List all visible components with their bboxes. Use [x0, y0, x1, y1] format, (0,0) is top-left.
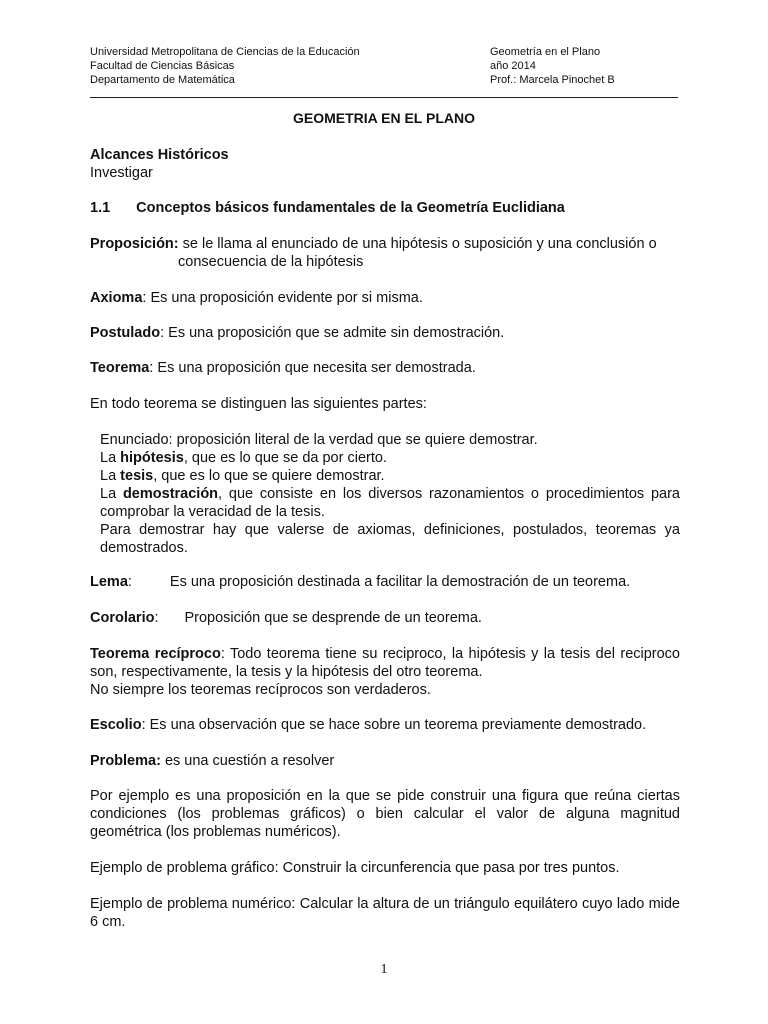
proposicion-text-2: consecuencia de la hipótesis: [178, 254, 364, 270]
section-heading: [90, 199, 680, 217]
header-divider: [90, 97, 678, 98]
definition-lema: Lema: Es una proposición destinada a facilitar la demostración de un teorema.: [90, 574, 631, 590]
historical-heading: Alcances Históricos: [90, 147, 229, 163]
theorem-parts-intro: En todo teorema se distinguen las siguientes partes:: [90, 396, 427, 412]
ejemplo-numerico: Ejemplo de problema numérico: Calcular la altura de un triángulo equilátero cuyo lado mide 6 cm.: [90, 896, 680, 930]
header-course-info: [490, 45, 615, 87]
demostracion-text: , que consiste en los diversos razonamientos o procedimientos para comprobar la veracidad de la tesis.: [100, 486, 680, 520]
definition-proposicion: [90, 235, 680, 271]
reciproco-text: : Todo teorema tiene su reciproco, la hipótesis y la tesis del reciproco son, respectivamente, la tesis y la hipótesis del otro teorema.: [90, 646, 680, 680]
theorem-parts-list: [100, 431, 680, 557]
ejemplo-intro: Por ejemplo es una proposición en la que se pide construir una figura que reúna ciertas condiciones (los problemas gráficos) o bien calcular el valor de alguna magnitud geométrica (los problemas numéricos).: [90, 788, 680, 840]
reciproco-note: No siempre los teoremas recíprocos son verdaderos.: [90, 682, 431, 698]
term-postulado: Postulado: [90, 325, 161, 341]
tesis-text: , que es lo que se quiere demostrar.: [153, 468, 385, 484]
historical-text: Investigar: [90, 165, 153, 181]
term-teorema: Teorema: [90, 360, 150, 376]
part-hipotesis: [100, 449, 680, 467]
term-proposicion: Proposición:: [90, 236, 179, 252]
header-department: Departamento de Matemática: [90, 74, 235, 86]
definition-postulado: [90, 324, 680, 342]
part-para-demostrar: Para demostrar hay que valerse de axiomas, definiciones, postulados, teoremas ya demostrados.: [100, 522, 680, 556]
term-tesis: tesis: [120, 468, 154, 484]
hipotesis-text: , que es lo que se da por cierto.: [183, 450, 387, 466]
term-escolio: Escolio: [90, 717, 142, 733]
term-hipotesis: hipótesis: [120, 450, 184, 466]
part-enunciado: Enunciado: proposición literal de la verdad que se quiere demostrar.: [100, 432, 538, 448]
proposicion-text-1: se le llama al enunciado de una hipótesis o suposición y una conclusión o: [178, 236, 657, 252]
header-institution: [90, 45, 360, 87]
header-year: año 2014: [490, 60, 536, 72]
tesis-prefix: La: [100, 468, 121, 484]
header-faculty: Facultad de Ciencias Básicas: [90, 60, 235, 72]
postulado-text: : Es una proposición que se admite sin demostración.: [160, 325, 505, 341]
problema-text: es una cuestión a resolver: [160, 753, 335, 769]
teorema-text: : Es una proposición que necesita ser demostrada.: [149, 360, 476, 376]
term-reciproco: Teorema recíproco: [90, 646, 221, 662]
section-number: 1.1: [90, 200, 111, 216]
ejemplo-grafico: Ejemplo de problema gráfico: Construir la circunferencia que pasa por tres puntos.: [90, 860, 620, 876]
part-demostracion: [100, 485, 680, 521]
section-title: Conceptos básicos fundamentales de la Geometría Euclidiana: [136, 200, 565, 216]
definition-teorema: [90, 359, 680, 377]
demostracion-prefix: La: [100, 486, 123, 502]
definition-corolario: Corolario: Proposición que se desprende de un teorema.: [90, 610, 482, 626]
term-corolario: Corolario: [90, 610, 155, 626]
lema-text: Es una proposición destinada a facilitar la demostración de un teorema.: [169, 574, 631, 590]
term-problema: Problema:: [90, 753, 161, 769]
header-professor: Prof.: Marcela Pinochet B: [490, 74, 615, 86]
term-demostracion: demostración: [122, 486, 219, 502]
term-axioma: Axioma: [90, 290, 143, 306]
term-lema: Lema: [90, 574, 128, 590]
header-university: Universidad Metropolitana de Ciencias de la Educación: [90, 46, 360, 58]
axioma-text: : Es una proposición evidente por si misma.: [142, 290, 423, 306]
page-number: 1: [380, 962, 388, 977]
definition-axioma: [90, 289, 680, 307]
definition-problema: [90, 752, 680, 770]
page-title: GEOMETRIA EN EL PLANO: [292, 110, 475, 126]
hipotesis-prefix: La: [100, 450, 121, 466]
historical-section: [90, 146, 680, 182]
definition-reciproco: [90, 645, 680, 699]
definition-escolio: [90, 716, 680, 734]
header-course: Geometría en el Plano: [490, 46, 601, 58]
corolario-text: Proposición que se desprende de un teorema.: [184, 610, 482, 626]
escolio-text: : Es una observación que se hace sobre un teorema previamente demostrado.: [141, 717, 647, 733]
part-tesis: [100, 467, 680, 485]
